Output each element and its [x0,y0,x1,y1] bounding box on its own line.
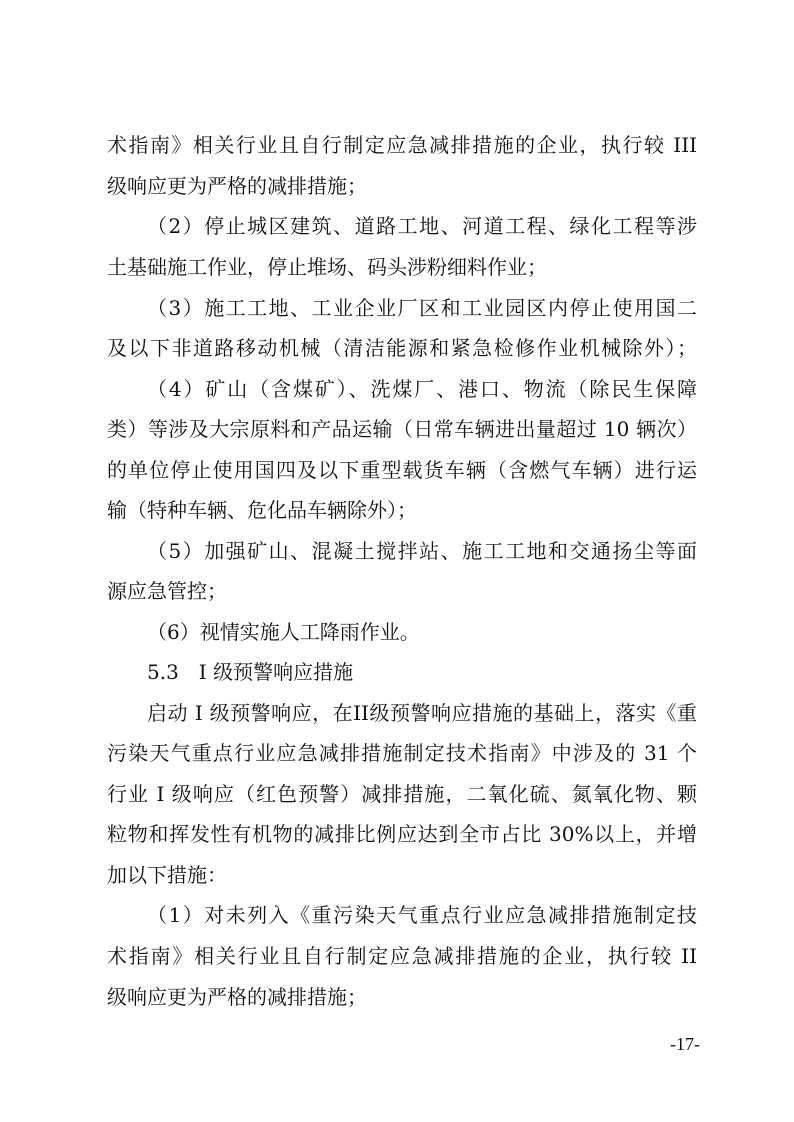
paragraph-line: 级响应更为严格的减排措施； [107,985,367,1009]
paragraph-line: 输（特种车辆、危化品车辆除外）； [107,498,417,522]
page-number: -17- [670,1034,700,1054]
paragraph-line: （4）矿山（含煤矿）、洗煤厂、港口、物流（除民生保障 [147,377,697,401]
paragraph-line: 土基础施工作业，停止堆场、码头涉粉细料作业； [107,255,547,279]
paragraph-line: 的单位停止使用国四及以下重型载货车辆（含燃气车辆）进行运 [107,458,697,482]
paragraph-line: （2）停止城区建筑、道路工地、河道工程、绿化工程等涉 [147,214,697,238]
paragraph-line: 类）等涉及大宗原料和产品运输（日常车辆进出量超过 10 辆次） [107,417,697,441]
paragraph-line: （5）加强矿山、混凝土搅拌站、施工工地和交通扬尘等面 [147,539,697,563]
paragraph-line: 粒物和挥发性有机物的减排比例应达到全市占比 30%以上，并增 [107,822,697,846]
paragraph-line: 污染天气重点行业应急减排措施制定技术指南》中涉及的 31 个 [107,741,697,765]
paragraph-line: 术指南》相关行业且自行制定应急减排措施的企业，执行较 III [107,133,697,157]
paragraph-line: （3）施工工地、工业企业厂区和工业园区内停止使用国二 [147,296,697,320]
paragraph-line: 启动 I 级预警响应，在II级预警响应措施的基础上，落实《重 [147,701,697,725]
paragraph-line: （6）视情实施人工降雨作业。 [147,620,420,644]
paragraph-line: 级响应更为严格的减排措施； [107,174,367,198]
section-heading: 5.3 I 级预警响应措施 [147,660,354,684]
paragraph-line: 行业 I 级响应（红色预警）减排措施，二氧化硫、氮氧化物、颗 [107,782,697,806]
paragraph-line: （1）对未列入《重污染天气重点行业应急减排措施制定技 [147,903,697,927]
paragraph-line: 术指南》相关行业且自行制定应急减排措施的企业，执行较 II [107,944,697,968]
paragraph-line: 加以下措施： [107,863,227,887]
paragraph-line: 源应急管控； [107,579,227,603]
paragraph-line: 及以下非道路移动机械（清洁能源和紧急检修作业机械除外）； [107,336,697,360]
